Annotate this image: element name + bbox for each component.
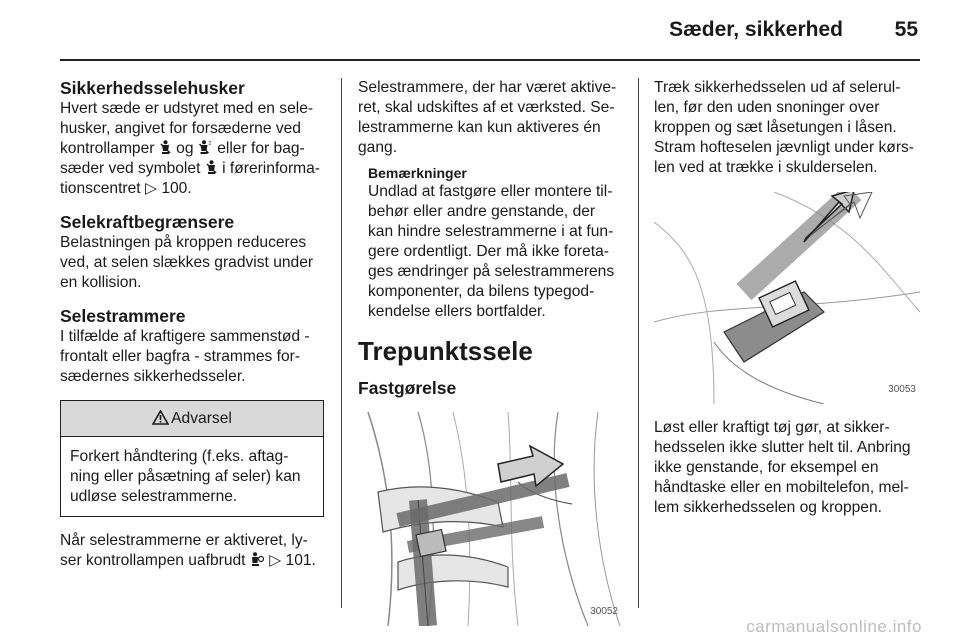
section-heading: Trepunktssele [358,336,533,366]
activated-paragraph [60,531,324,571]
pretensioner-text: I tilfælde af kraftigere sammenstød -frontalt eller bagfra - strammes for-sædernes sikkerhedsseler. [60,328,310,385]
clothing-text: Løst eller kraftigt tøj gør, at sikker-hedsselen ikke slutter helt til. Anbring ikke genstande, for eksempel en håndtaske eller en mobiltelefon, mel-lem sikkerhedsselen og kroppen. [654,419,911,516]
page-ref-arrow-icon: ▷ [144,180,157,197]
warning-text: Forkert håndtering (f.eks. aftag-ning eller påsætning af seler) kan udløse selestrammerne. [70,448,301,505]
figure-label: 30052 [590,606,618,617]
watermark: carmanualsonline.info [746,617,922,636]
column-1 [60,78,324,571]
page-ref-arrow-icon: ▷ [269,552,282,569]
airbag-pretensioner-icon [251,552,264,567]
note-text: Undlad at fastgøre eller montere til-behør eller andre genstande, der kan hindre selestrammerne i at fun-gere ordentligt. Der må ikke foreta-ges ændringer på selestrammerens komponenter, da bilens typegod-kendelse ellers bortfalder. [368,183,615,320]
warning-triangle-icon [152,410,169,425]
seatbelt-reminder-passenger-icon [199,140,212,155]
limiter-text: Belastningen på kroppen reduceres ved, at selen slækkes gradvist under en kollision. [60,234,314,291]
buckle-illustration [654,192,920,404]
note-heading: Bemærkninger [368,165,467,181]
seatbelt-buckle-drawing [654,192,920,404]
warning-title: Advarsel [171,410,232,427]
warning-header [61,401,323,437]
limiter-heading: Selekraftbegrænsere [60,212,235,232]
svg-text:2: 2 [208,141,212,147]
reminder-text-1: Hvert sæde er udstyret med en sele-husker, angivet for forsæderne ved kontrollamper [60,100,314,157]
column-divider [638,78,639,608]
reminder-page-ref[interactable]: 100. [161,180,192,197]
activated-text: Når selestrammerne er aktiveret, ly-ser kontrollampen uafbrudt [60,532,308,569]
column-divider [341,78,342,608]
warning-box [60,400,324,517]
seatbelt-reminder-icon [160,140,171,155]
note-block [358,164,622,322]
column-2 [358,78,622,626]
column-3 [654,78,922,518]
pretensioner-replace-text: Selestrammere, der har været aktive-ret, skal udskiftes af et værksted. Se-lestrammerne kan kun aktiveres én gang. [358,79,617,156]
subsection-heading: Fastgørelse [358,378,457,398]
reminder-paragraph [60,99,324,199]
reminder-text-3: i førerinforma-tionscentret [60,160,320,197]
activated-page-ref[interactable]: 101. [285,552,316,569]
seatbelt-reminder-rear-icon [206,160,217,175]
pretensioner-heading: Selestrammere [60,306,186,326]
reminder-og: og [176,140,194,157]
fasten-text: Træk sikkerhedsselen ud af selerul-len, før den uden snoninger over kroppen og sæt låsetungen i låsen. Stram hofteselen jævnligt under kørs-len ved at trække i skulderselen. [654,79,914,176]
header-title: Sæder, sikkerhed [669,18,843,41]
header-rule [60,59,920,61]
fastening-illustration [358,412,622,626]
figure-label: 30053 [888,384,916,395]
page-number: 55 [894,18,918,41]
seatbelt-fastening-drawing [358,412,622,626]
reminder-heading: Sikkerhedsselehusker [60,78,245,98]
reminder-text-2: eller for bag-sæder ved symbolet [60,140,305,177]
